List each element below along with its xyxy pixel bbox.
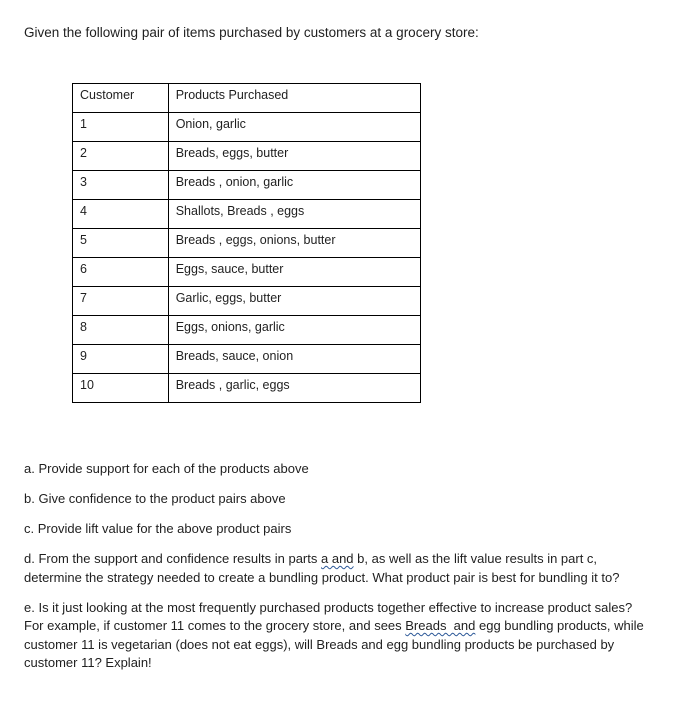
question-a: a. Provide support for each of the products above [24, 461, 309, 476]
products-cell: Eggs, onions, garlic [168, 316, 420, 345]
table-row [73, 316, 421, 345]
intro-text: Given the following pair of items purchased by customers at a grocery store: [24, 25, 479, 40]
questions-section [24, 460, 654, 684]
products-cell: Breads , garlic, eggs [168, 374, 420, 403]
question-e [24, 599, 654, 673]
purchases-table [72, 83, 421, 403]
table-row [73, 171, 421, 200]
table-row [73, 142, 421, 171]
products-cell: Breads , onion, garlic [168, 171, 420, 200]
question-b: b. Give confidence to the product pairs above [24, 491, 286, 506]
products-cell: Breads , eggs, onions, butter [168, 229, 420, 258]
table-row [73, 374, 421, 403]
customer-cell: 1 [73, 113, 169, 142]
question-e-spellcheck-mark: Breads and [405, 618, 476, 633]
table-row [73, 200, 421, 229]
question-e-text-end: egg bundling products, while customer 11 is vegetarian (does not eat eggs), will Breads and egg bundling products be purchased by customer 11? Explain! [24, 618, 644, 670]
header-products-purchased: Products Purchased [168, 84, 420, 113]
products-cell: Eggs, sauce, butter [168, 258, 420, 287]
products-cell: Breads, sauce, onion [168, 345, 420, 374]
customer-cell: 10 [73, 374, 169, 403]
question-d-text-end: b, as well as the lift value results in part c, determine the strategy needed to create a bundling product. What product pair is best for bundling it to? [24, 551, 620, 585]
table-row [73, 258, 421, 287]
table-row [73, 345, 421, 374]
question-d-spellcheck-mark: a and [321, 551, 354, 566]
customer-cell: 5 [73, 229, 169, 258]
header-customer: Customer [73, 84, 169, 113]
table-row [73, 113, 421, 142]
products-cell: Onion, garlic [168, 113, 420, 142]
customer-cell: 8 [73, 316, 169, 345]
customer-cell: 2 [73, 142, 169, 171]
customer-cell: 7 [73, 287, 169, 316]
question-d [24, 550, 654, 587]
products-cell: Garlic, eggs, butter [168, 287, 420, 316]
question-d-text-start: d. From the support and confidence results in parts [24, 551, 321, 566]
products-cell: Shallots, Breads , eggs [168, 200, 420, 229]
table-row [73, 287, 421, 316]
customer-cell: 3 [73, 171, 169, 200]
question-c: c. Provide lift value for the above product pairs [24, 521, 292, 536]
table-header-row [73, 84, 421, 113]
table-row [73, 229, 421, 258]
question-e-text-start: e. Is it just looking at the most frequently purchased products together effective to increase product sales? For example, if customer 11 comes to the grocery store, and sees [24, 599, 633, 633]
products-cell: Breads, eggs, butter [168, 142, 420, 171]
customer-cell: 4 [73, 200, 169, 229]
customer-cell: 9 [73, 345, 169, 374]
customer-cell: 6 [73, 258, 169, 287]
